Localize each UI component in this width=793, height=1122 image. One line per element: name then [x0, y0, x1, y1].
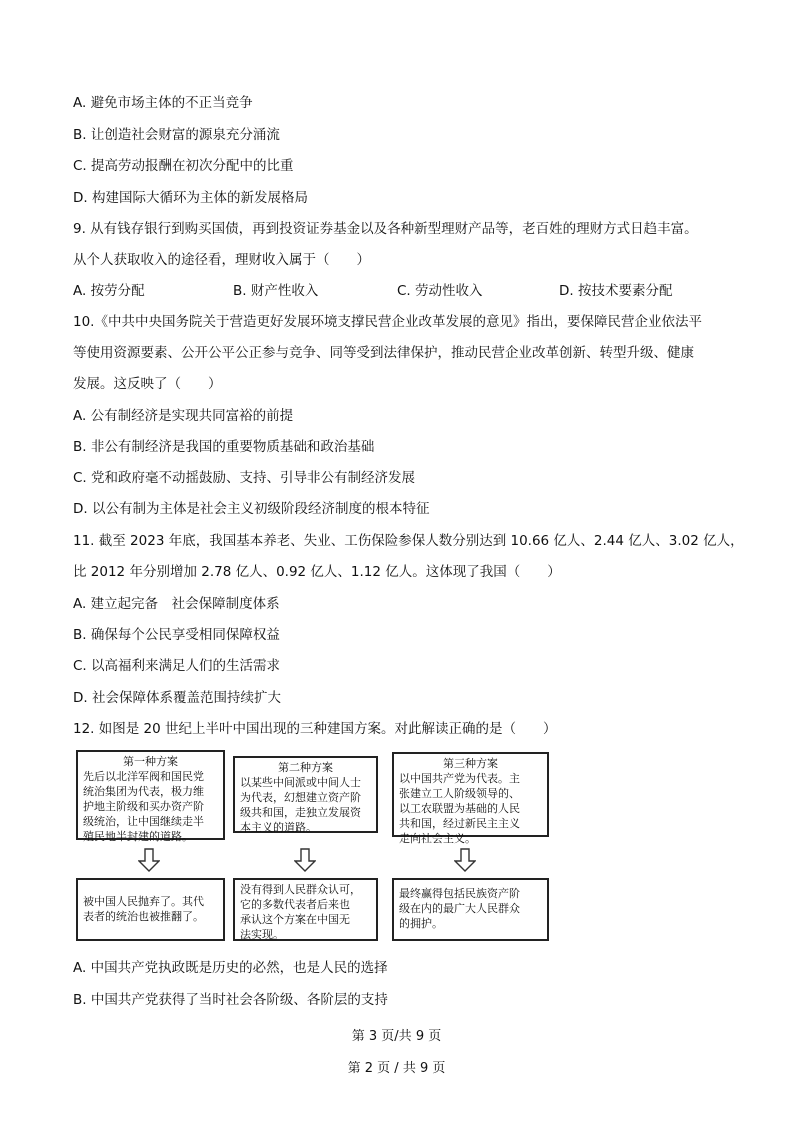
- q9-option-b: B. 财产性收入: [233, 283, 319, 299]
- plan1-result-line: 表者的统治也被推翻了。: [83, 910, 204, 923]
- q11-option-d: D. 社会保障体系覆盖范围持续扩大: [73, 690, 281, 706]
- down-arrow-icon: [454, 848, 476, 872]
- q9-stem-line1: 9. 从有钱存银行到购买国债，再到投资证券基金以及各种新型理财产品等，老百姓的理财方式日趋丰富。: [73, 221, 698, 237]
- plan3-body-line: 张建立工人阶级领导的、: [399, 787, 520, 800]
- plan2-result-box: [233, 878, 378, 941]
- q10-stem-line2: 等使用资源要素、公开公平公正参与竞争、同等受到法律保护，推动民营企业改革创新、转型升级、健康: [73, 345, 694, 361]
- q11-option-b: B. 确保每个公民享受相同保障权益: [73, 627, 280, 643]
- plan3-title: 第三种方案: [443, 757, 498, 770]
- plan2-result-line: 没有得到人民群众认可，: [240, 883, 361, 896]
- q12-stem: 12. 如图是 20 世纪上半叶中国出现的三种建国方案。对此解读正确的是（ ）: [73, 721, 557, 737]
- q8-option-b: B. 让创造社会财富的源泉充分涌流: [73, 127, 280, 143]
- q9-option-c: C. 劳动性收入: [397, 283, 483, 299]
- q11-option-a: A. 建立起完备 社会保障制度体系: [73, 596, 280, 612]
- page-number-inner: 第 3 页/共 9 页: [351, 1029, 442, 1044]
- q9-option-d: D. 按技术要素分配: [559, 283, 673, 299]
- q9-stem-line2: 从个人获取收入的途径看，理财收入属于（ ）: [73, 252, 370, 268]
- plan2-body-line: 以某些中间派或中间人士: [240, 776, 361, 789]
- plan3-result-line: 级在内的最广大人民群众: [399, 902, 520, 915]
- plan1-body-line: 护地主阶级和买办资产阶: [83, 800, 204, 813]
- q10-option-b: B. 非公有制经济是我国的重要物质基础和政治基础: [73, 439, 375, 455]
- q12-option-a: A. 中国共产党执政既是历史的必然，也是人民的选择: [73, 960, 388, 976]
- plan3-body-line: 以工农联盟为基础的人民: [399, 802, 520, 815]
- plan2-result-line: 法实现。: [240, 928, 284, 941]
- plan1-title: 第一种方案: [123, 755, 178, 768]
- plan2-body-line: 本主义的道路。: [240, 821, 317, 834]
- q8-option-d: D. 构建国际大循环为主体的新发展格局: [73, 190, 308, 206]
- q12-option-b: B. 中国共产党获得了当时社会各阶级、各阶层的支持: [73, 992, 388, 1008]
- plan2-box: [233, 756, 378, 833]
- plan1-body-line: 统治集团为代表，极力维: [83, 785, 204, 798]
- q8-option-a: A. 避免市场主体的不正当竞争: [73, 95, 253, 111]
- plan1-box: [76, 750, 225, 843]
- plan3-body-line: 共和国，经过新民主主义: [399, 817, 520, 830]
- q10-option-d: D. 以公有制为主体是社会主义初级阶段经济制度的根本特征: [73, 501, 430, 517]
- plan1-body-line: 级统治，让中国继续走半: [83, 815, 204, 828]
- plan3-result-line: 的拥护。: [399, 917, 443, 930]
- plan2-body-line: 为代表，幻想建立资产阶: [240, 791, 361, 804]
- q10-option-c: C. 党和政府毫不动摇鼓励、支持、引导非公有制经济发展: [73, 470, 416, 486]
- plan2-body-line: 级共和国，走独立发展资: [240, 806, 361, 819]
- plan1-body-line: 殖民地半封建的道路。: [83, 830, 193, 843]
- plan2-result-line: 承认这个方案在中国无: [240, 913, 350, 926]
- plan3-result-box: [392, 878, 549, 941]
- q10-stem-line3: 发展。这反映了（ ）: [73, 376, 222, 392]
- q10-option-a: A. 公有制经济是实现共同富裕的前提: [73, 408, 294, 424]
- q10-stem-line1: 10.《中共中央国务院关于营造更好发展环境支撑民营企业改革发展的意见》指出，要保障民营企业依法平: [73, 314, 702, 330]
- plan2-result-line: 它的多数代表者后来也: [240, 898, 350, 911]
- plan3-body-line: 走向社会主义。: [399, 832, 476, 845]
- plan3-body-line: 以中国共产党为代表。主: [399, 772, 520, 785]
- q9-option-a: A. 按劳分配: [73, 283, 145, 299]
- down-arrow-icon: [138, 848, 160, 872]
- plan1-result-box: [76, 878, 225, 941]
- plan3-box: [392, 752, 549, 845]
- plan3-result-line: 最终赢得包括民族资产阶: [399, 887, 520, 900]
- three-plans-diagram: [72, 748, 552, 948]
- plan1-body-line: 先后以北洋军阀和国民党: [83, 770, 204, 783]
- q8-option-c: C. 提高劳动报酬在初次分配中的比重: [73, 158, 294, 174]
- plan2-title: 第二种方案: [278, 761, 333, 774]
- plan1-result-line: 被中国人民抛弃了。其代: [83, 895, 204, 908]
- q11-stem-line2: 比 2012 年分别增加 2.78 亿人、0.92 亿人、1.12 亿人。这体现了我国（ ）: [73, 564, 561, 580]
- q11-option-c: C. 以高福利来满足人们的生活需求: [73, 658, 281, 674]
- page-number-outer: 第 2 页 / 共 9 页: [347, 1061, 446, 1076]
- down-arrow-icon: [294, 848, 316, 872]
- q11-stem-line1: 11. 截至 2023 年底，我国基本养老、失业、工伤保险参保人数分别达到 10.66 亿人、2.44 亿人、3.02 亿人，: [73, 533, 744, 549]
